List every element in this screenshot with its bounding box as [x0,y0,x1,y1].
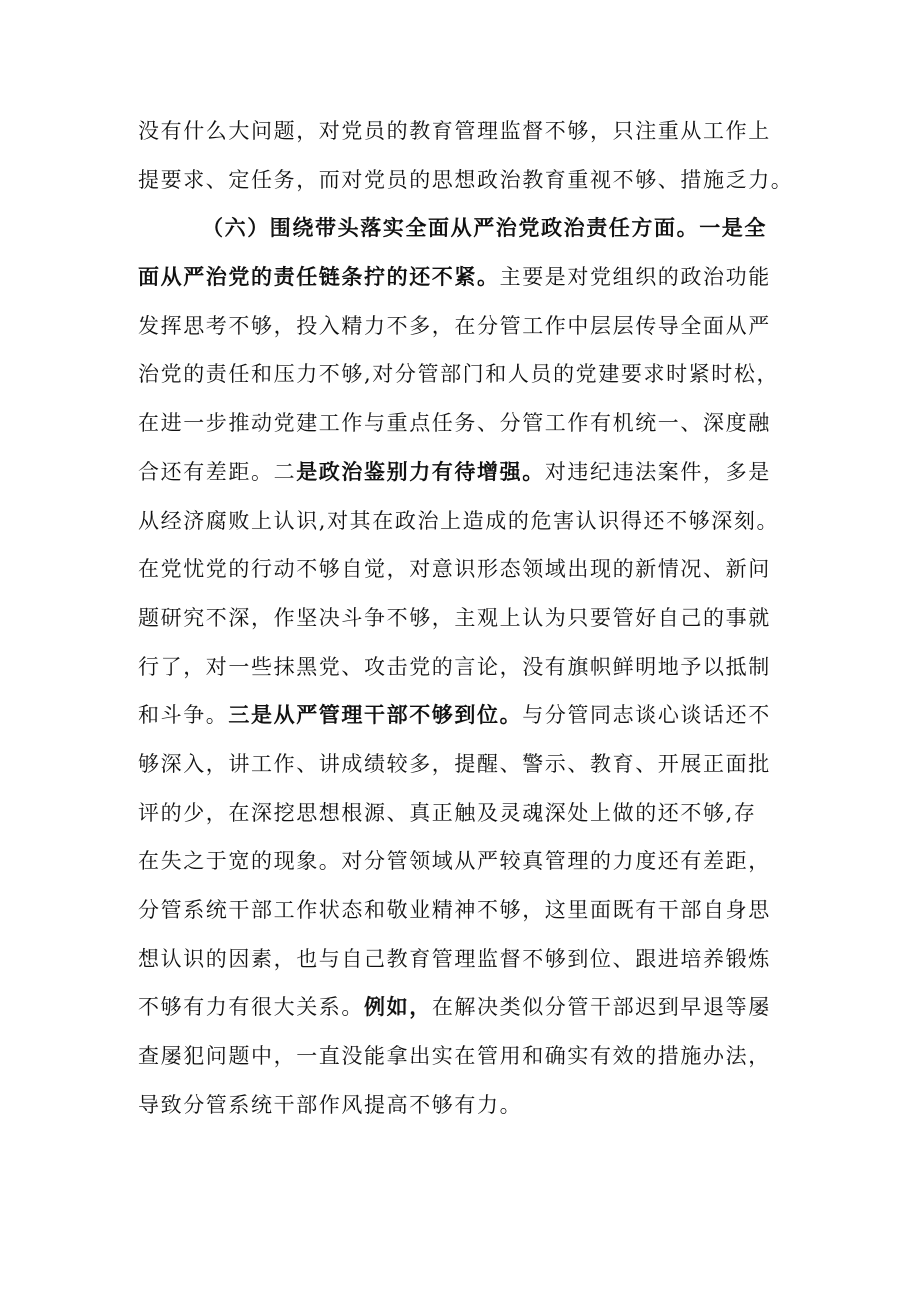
bold-text-run: 是政治鉴别力有待增强。 [296,458,545,484]
text-run: 主要是对党组织的政治功能 [499,265,771,290]
text-run: 治党的责任和压力不够,对分管部门和人员的党建要求时紧时松， [138,362,780,387]
text-line [138,594,788,643]
text-line [138,983,788,1032]
text-run: 行了，对一些抹黑党、攻击党的言论，没有旗帜鲜明地予以抵制 [138,654,771,679]
text-run: 查屡犯问题中，一直没能拿出实在管用和确实有效的措施办法， [138,1044,771,1069]
text-line [138,204,788,253]
text-line [138,350,788,399]
text-line [138,448,788,497]
text-run: 在进一步推动党建工作与重点任务、分管工作有机统一、深度融 [138,411,771,436]
text-run: 在党忧党的行动不够自觉，对意识形态领域出现的新情况、新问 [138,557,771,582]
text-line [138,545,788,594]
text-line [138,253,788,302]
text-run: 从经济腐败上认识,对其在政治上造成的危害认识得还不够深刻。 [138,508,780,533]
bold-text-run: 例如， [364,994,432,1020]
text-line [138,837,788,886]
bold-text-run: （六）围绕带头落实全面从严治党政治责任方面。一是全 [202,215,767,241]
text-line [138,107,788,156]
text-run: 题研究不深，作坚决斗争不够，主观上认为只要管好自己的事就 [138,605,771,630]
text-run: 想认识的因素，也与自己教育管理监督不够到位、跟进培养锻炼 [138,946,771,971]
text-line [138,691,788,740]
text-run: 在解决类似分管干部迟到早退等屡 [431,995,771,1020]
text-run: 不够有力有很大关系。 [138,995,364,1020]
text-line [138,740,788,789]
text-run: 没有什么大问题，对党员的教育管理监督不够，只注重从工作上 [138,119,771,143]
text-line [138,643,788,692]
bold-text-run: 面从严治党的责任链条拧的还不紧。 [138,264,500,290]
text-line [138,1081,788,1130]
text-line [138,302,788,351]
bold-text-run: 三是从严管理干部不够到位。 [228,702,523,728]
text-line [138,935,788,984]
text-run: 对违纪违法案件，多是 [544,459,771,484]
text-line [138,497,788,546]
text-run: 合还有差距。二 [138,459,297,484]
text-run: 与分管同志谈心谈话还不 [522,703,771,728]
text-line [138,1032,788,1081]
text-run: 分管系统干部工作状态和敬业精神不够，这里面既有干部自身思 [138,898,771,922]
text-run: 在失之于宽的现象。对分管领域从严较真管理的力度还有差距， [138,849,771,874]
text-line [138,399,788,448]
text-run: 发挥思考不够，投入精力不多，在分管工作中层层传导全面从严 [138,313,771,338]
text-line [138,886,788,935]
text-line [138,156,794,205]
text-run: 和斗争。 [138,703,229,728]
text-run: 评的少，在深挖思想根源、真正触及灵魂深处上做的还不够,存 [138,800,757,825]
document-body [138,107,794,1129]
text-run: 导致分管系统干部作风提高不够有力。 [138,1092,523,1117]
text-run: 提要求、定任务，而对党员的思想政治教育重视不够、措施乏力。 [138,167,794,192]
text-line [138,789,788,838]
text-run: 够深入，讲工作、讲成绩较多，提醒、警示、教育、开展正面批 [138,751,771,776]
